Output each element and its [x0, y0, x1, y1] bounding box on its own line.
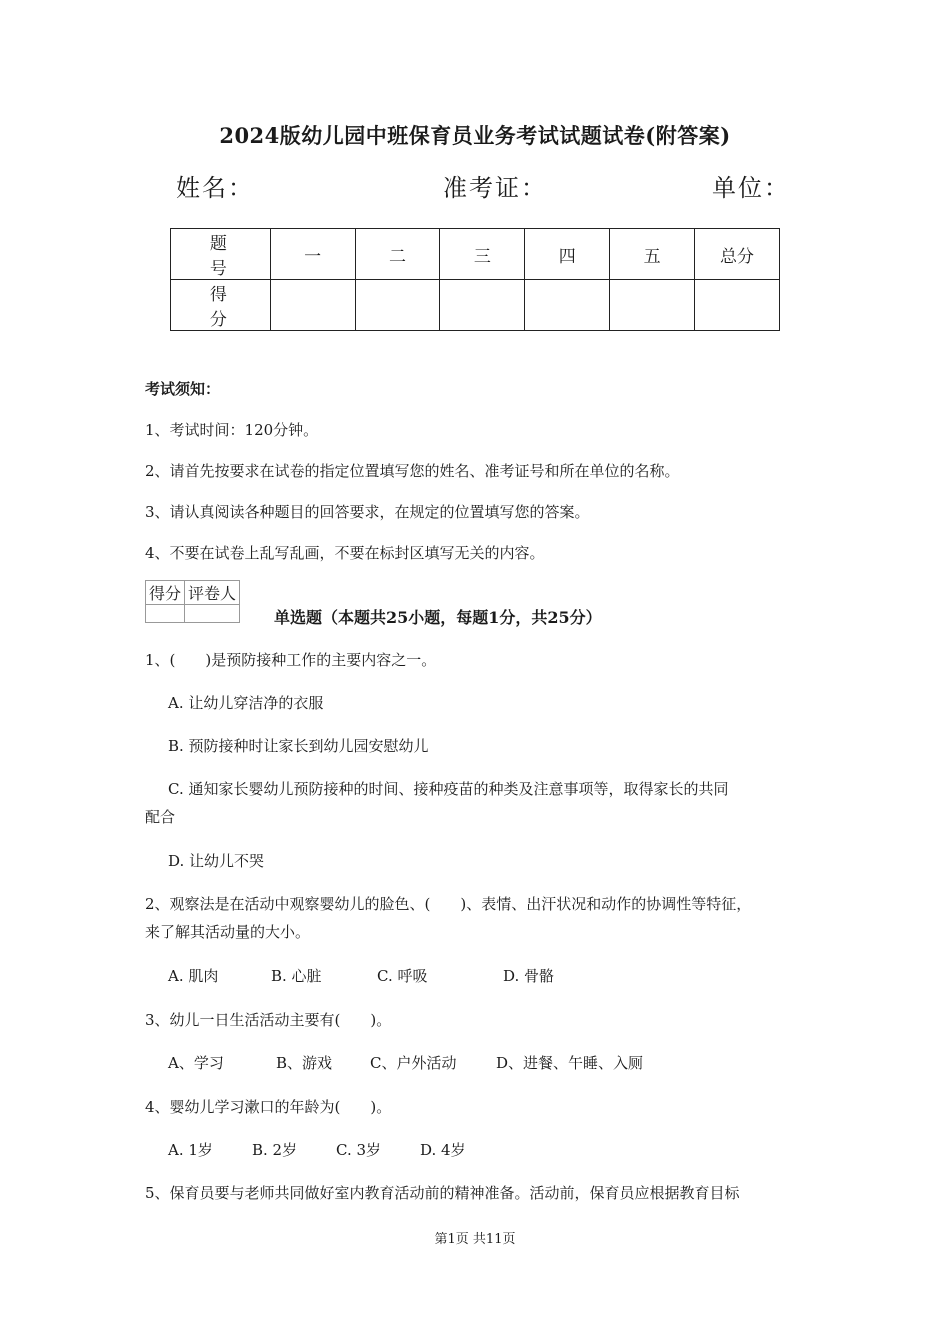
question-stem: 3、幼儿一日生活活动主要有( )。: [145, 1011, 392, 1029]
score-table-header-row: [171, 229, 780, 280]
option-d: D、进餐、午睡、入厕: [496, 1054, 644, 1072]
option-d: D. 骨骼: [503, 967, 555, 985]
score-table-col-3: 三: [440, 229, 525, 280]
grader-box: [145, 580, 240, 623]
option-c: C. 呼吸: [377, 967, 428, 985]
grader-score-label: 得分: [146, 581, 185, 605]
option-a: A. 1岁: [168, 1141, 213, 1159]
grader-reviewer-cell[interactable]: [185, 605, 240, 623]
option-c-continued: 配合: [145, 808, 176, 826]
score-cell-4[interactable]: [525, 280, 610, 331]
question-stem: 4、婴幼儿学习漱口的年龄为( )。: [145, 1098, 392, 1116]
notice-item: 4、不要在试卷上乱写乱画，不要在标封区填写无关的内容。: [145, 544, 545, 562]
unit-label: 单位：: [712, 174, 790, 202]
notice-item: 1、考试时间：120分钟。: [145, 421, 319, 439]
option-a: A. 肌肉: [168, 967, 219, 985]
notice-item: 3、请认真阅读各种题目的回答要求，在规定的位置填写您的答案。: [145, 503, 590, 521]
notice-item: 2、请首先按要求在试卷的指定位置填写您的姓名、准考证号和所在单位的名称。: [145, 462, 680, 480]
score-table-col-4: 四: [525, 229, 610, 280]
score-table: [170, 228, 780, 331]
option-c: C. 通知家长婴幼儿预防接种的时间、接种疫苗的种类及注意事项等，取得家长的共同: [168, 780, 729, 798]
name-label: 姓名：: [176, 174, 254, 202]
option-d: D. 4岁: [420, 1141, 466, 1159]
grader-reviewer-label: 评卷人: [185, 581, 240, 605]
score-table-col-5: 五: [610, 229, 695, 280]
exam-id-label: 准考证：: [443, 174, 547, 202]
option-b: B、游戏: [276, 1054, 333, 1072]
score-cell-2[interactable]: [355, 280, 440, 331]
exam-title: 2024版幼儿园中班保育员业务考试试题试卷(附答案): [219, 123, 731, 148]
page-footer: 第1页 共11页: [434, 1232, 516, 1247]
option-c: C. 3岁: [336, 1141, 382, 1159]
option-b: B. 预防接种时让家长到幼儿园安慰幼儿: [168, 737, 429, 755]
option-c: C、户外活动: [370, 1054, 457, 1072]
option-d: D. 让幼儿不哭: [168, 852, 265, 870]
option-b: B. 2岁: [252, 1141, 298, 1159]
grader-score-cell[interactable]: [146, 605, 185, 623]
question-stem-continued: 来了解其活动量的大小。: [145, 923, 311, 941]
option-a: A、学习: [168, 1054, 224, 1072]
score-cell-3[interactable]: [440, 280, 525, 331]
score-cell-total[interactable]: [695, 280, 780, 331]
question-stem: 1、( )是预防接种工作的主要内容之一。: [145, 651, 437, 669]
score-table-score-row: [171, 280, 780, 331]
score-table-score-label: 得 分: [171, 280, 271, 331]
section-title: 单选题（本题共25小题，每题1分，共25分）: [274, 608, 602, 627]
question-stem: 2、观察法是在活动中观察婴幼儿的脸色、( )、表情、出汗状况和动作的协调性等特征，: [145, 895, 752, 913]
question-stem: 5、保育员要与老师共同做好室内教育活动前的精神准备。活动前，保育员应根据教育目标: [145, 1184, 740, 1202]
option-a: A. 让幼儿穿洁净的衣服: [168, 694, 324, 712]
score-table-col-1: 一: [270, 229, 355, 280]
option-b: B. 心脏: [271, 967, 322, 985]
score-cell-1[interactable]: [270, 280, 355, 331]
score-table-col-2: 二: [355, 229, 440, 280]
score-table-col-total: 总分: [695, 229, 780, 280]
notice-title: 考试须知：: [145, 380, 221, 398]
score-cell-5[interactable]: [610, 280, 695, 331]
score-table-header-label: 题 号: [171, 229, 271, 280]
